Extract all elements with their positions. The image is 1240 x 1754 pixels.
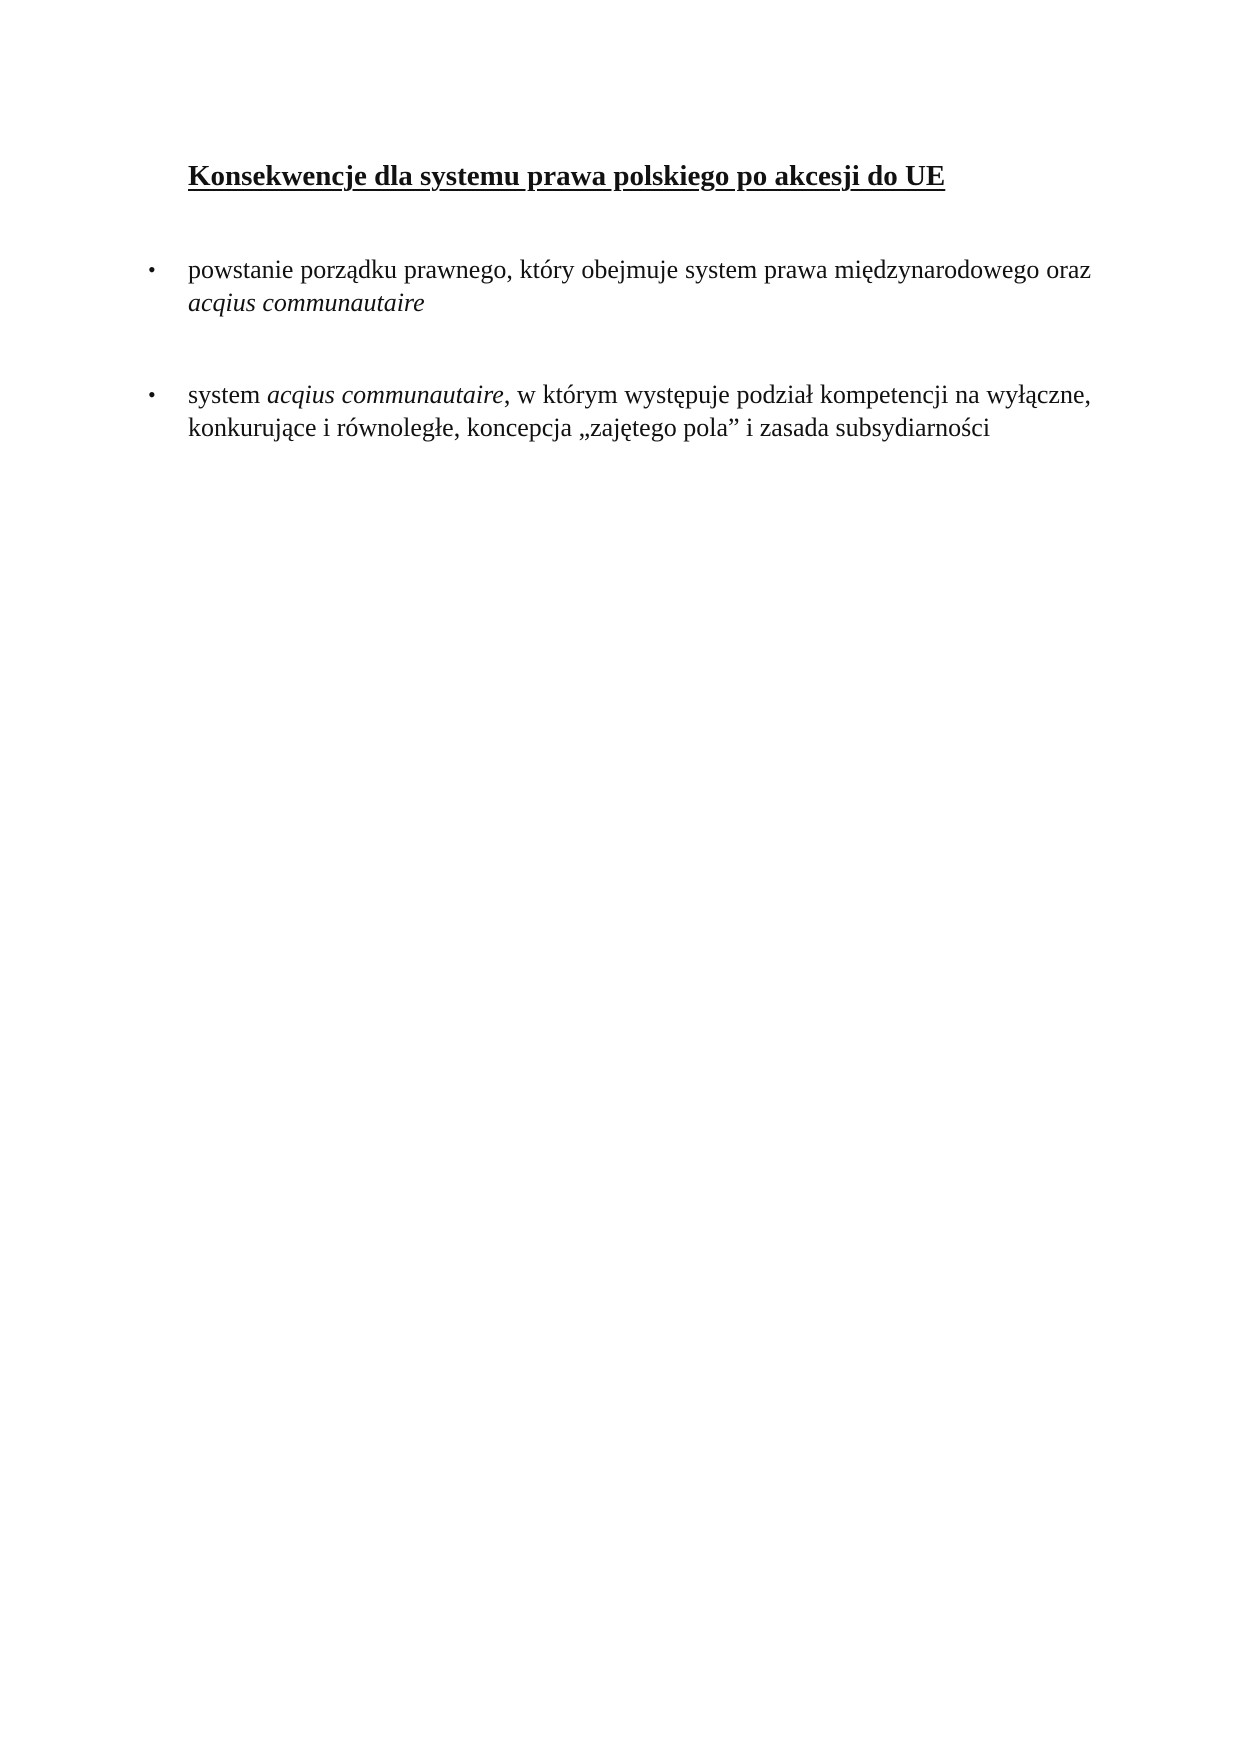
list-item-text xyxy=(188,380,1091,442)
list-item-regular-text: system xyxy=(188,380,267,409)
list-item-regular-text: powstanie porządku prawnego, który obejmuje system prawa międzynarodowego oraz xyxy=(188,255,1091,284)
bullet-icon: • xyxy=(148,382,156,407)
bullet-icon: • xyxy=(148,257,156,282)
document-title: Konsekwencje dla systemu prawa polskiego po akcesji do UE xyxy=(188,160,946,192)
list-item-trailing-text: , w którym występuje podział kompetencji na wyłączne, konkurujące i równoległe, koncepcja „zajętego pola” i zasada subsydiarności xyxy=(188,380,1092,442)
list-item-text xyxy=(188,255,1091,317)
list-item-italic-text: acqius communautaire xyxy=(188,288,425,317)
list-item xyxy=(148,253,1091,319)
list-item-italic-text: acqius communautaire xyxy=(266,380,504,409)
list-item xyxy=(148,378,1092,444)
